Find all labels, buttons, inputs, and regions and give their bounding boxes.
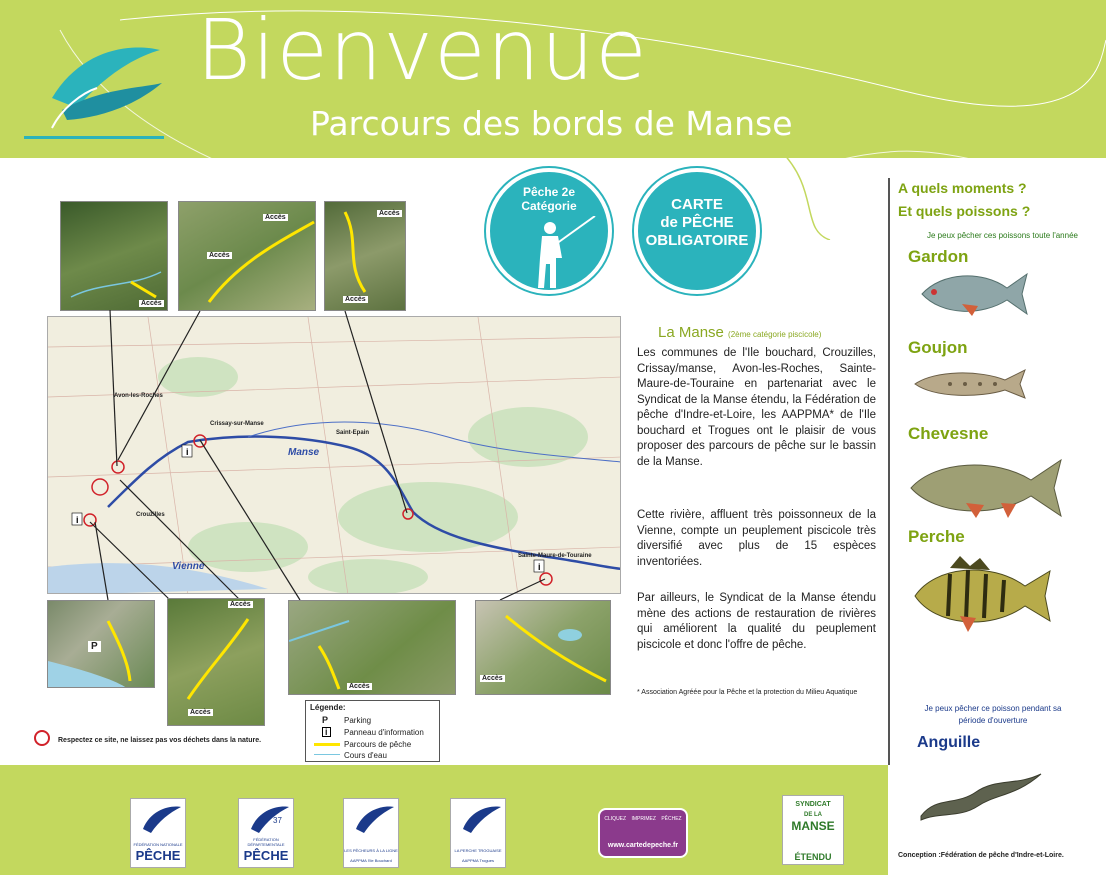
access-label: Accès xyxy=(349,683,370,690)
fish-name-goujon: Goujon xyxy=(908,338,968,357)
map-river-label: Vienne xyxy=(172,561,205,572)
photo-bottom-2 xyxy=(167,598,265,726)
article-subtitle: (2ème catégorie piscicole) xyxy=(728,330,822,339)
article-paragraph-3: Par ailleurs, le Syndicat de la Manse étendu mène des actions de restauration de rivières qui améliorent la qualité du peuplement piscicole et donc l'offre de pêche. xyxy=(637,592,876,651)
access-label: Accès xyxy=(345,296,366,303)
info-icon: i xyxy=(322,727,331,737)
syndicat-line: ÉTENDU xyxy=(794,852,832,862)
access-label: Accès xyxy=(141,300,162,307)
article-title xyxy=(658,324,821,341)
logo-name: PÊCHE xyxy=(243,848,289,863)
permit-line-3: OBLIGATOIRE xyxy=(645,232,749,249)
syndicat-manse-logo xyxy=(782,795,844,865)
carte-tag: IMPRIMEZ xyxy=(631,816,656,822)
category-badge-label: Pêche 2e Catégorie xyxy=(521,185,577,213)
sidebar-note-all-year: Je peux pêcher ces poissons toute l'année xyxy=(927,231,1078,240)
page-title: Bienvenue xyxy=(196,1,648,99)
photo-bottom-3 xyxy=(288,600,456,695)
access-label: Accès xyxy=(265,214,286,221)
logo-caption: LES PÊCHEURS À LA LIGNE xyxy=(344,848,398,853)
sidebar-note-season: Je peux pêcher ce poisson pendant sa période d'ouverture xyxy=(924,704,1062,725)
svg-text:i: i xyxy=(186,447,189,457)
syndicat-line: DE LA xyxy=(804,812,822,818)
watercourse-swatch xyxy=(314,754,340,755)
fish-name-anguille: Anguille xyxy=(917,734,981,751)
access-label: Accès xyxy=(190,709,211,716)
syndicat-line: MANSE xyxy=(791,819,835,833)
svg-text:i: i xyxy=(76,515,79,525)
svg-text:i: i xyxy=(538,562,541,572)
article-paragraph-2: Cette rivière, affluent très poissonneux de la Vienne, compte un peuplement piscicole très diversifié avec plus de 15 espèces inventoriées. xyxy=(637,509,876,568)
article-title-text: La Manse xyxy=(658,324,724,341)
map-place-label: Crissay-sur-Manse xyxy=(210,421,264,427)
legend-title: Légende: xyxy=(310,703,346,712)
federation-37-logo xyxy=(238,798,294,868)
goujon-fish-image xyxy=(910,362,1030,407)
logo-caption: LA PERCHE TROGUAISE xyxy=(454,848,502,853)
syndicat-line: SYNDICAT xyxy=(795,801,831,808)
legend-item: Parcours de pêche xyxy=(344,740,412,749)
anguille-fish-image xyxy=(916,756,1046,836)
carte-url: www.cartedepeche.fr xyxy=(607,842,679,849)
access-label: Accès xyxy=(230,601,251,608)
photo-bottom-4 xyxy=(475,600,611,695)
fish-logo-icon xyxy=(239,799,295,839)
perche-fish-image xyxy=(910,556,1055,636)
fish-logo-icon xyxy=(451,799,507,839)
legend-item: Panneau d'information xyxy=(344,728,424,737)
fnpf-logo xyxy=(130,798,186,868)
sidebar-question-1: A quels moments ? xyxy=(898,180,1027,196)
sidebar-question-2: Et quels poissons ? xyxy=(898,203,1031,219)
sidebar-divider xyxy=(888,178,890,864)
chevesne-fish-image xyxy=(906,448,1066,528)
fish-logo-icon xyxy=(344,799,400,839)
access-label: Accès xyxy=(379,210,400,217)
page-subtitle: Parcours des bords de Manse xyxy=(310,104,793,143)
map-river-label: Manse xyxy=(288,447,320,458)
design-credit: Conception :Fédération de pêche d'Indre-et-Loire. xyxy=(898,852,1064,859)
fish-name-perche: Perche xyxy=(908,527,965,546)
fishing-permit-badge xyxy=(634,168,760,294)
aappma-trogues-logo xyxy=(450,798,506,868)
svg-text:37: 37 xyxy=(273,816,282,825)
access-label: Accès xyxy=(209,252,230,259)
logo-name: PÊCHE xyxy=(135,848,181,863)
access-label: Accès xyxy=(482,675,503,682)
parking-icon: P xyxy=(88,641,101,652)
carte-tag: CLIQUEZ xyxy=(604,816,627,822)
carte-tag: PÊCHEZ xyxy=(661,816,682,822)
photo-bottom-1 xyxy=(47,600,155,688)
article-footnote: * Association Agréée pour la Pêche et la protection du Milieu Aquatique xyxy=(637,689,858,696)
legend-item: Parking xyxy=(344,716,372,725)
fish-name-gardon: Gardon xyxy=(908,247,969,266)
aappma-ile-bouchard-logo xyxy=(343,798,399,868)
permit-line-2: de PÊCHE xyxy=(660,214,734,231)
gardon-fish-image xyxy=(912,264,1032,324)
logo-name: AAPPMA l'Ile Bouchard xyxy=(350,858,392,863)
map-place-label: Saint-Epain xyxy=(336,430,370,436)
logo-caption: FÉDÉRATION NATIONALE xyxy=(133,842,183,847)
parking-icon: P xyxy=(322,715,329,725)
permit-line-1: CARTE xyxy=(671,196,723,213)
legend-item: Cours d'eau xyxy=(344,751,387,760)
logo-caption: FÉDÉRATION DÉPARTEMENTALE xyxy=(247,837,285,847)
article-paragraph-1: Les communes de l'Ile bouchard, Crouzilles, Crissay/manse, Avon-les-Roches, Sainte-Maure-de-Touraine en partenariat avec le Syndicat de la Manse étendu, la Fédération de pêche d'Indre-et-Loire, les AAPPMA* de l'Ile bouchard et Trogues ont le plaisir de vous proposer des parcours de pêche sur le bassin de la Manse. xyxy=(637,347,876,468)
cartedepeche-logo[interactable] xyxy=(598,808,688,858)
fish-logo-icon xyxy=(131,799,187,839)
fish-name-chevesne: Chevesne xyxy=(908,424,989,443)
map-place-label: Sainte-Maure-de-Touraine xyxy=(518,553,592,559)
map-place-label: Crouzilles xyxy=(136,512,165,518)
fishing-route-swatch xyxy=(314,743,340,746)
map-legend xyxy=(305,700,440,762)
map-place-label: Avon-les-Roches xyxy=(114,393,163,399)
logo-name: AAPPMA Trogues xyxy=(461,858,494,863)
respect-notice: Respectez ce site, ne laissez pas vos déchets dans la nature. xyxy=(58,737,262,744)
no-litter-icon xyxy=(34,730,50,746)
